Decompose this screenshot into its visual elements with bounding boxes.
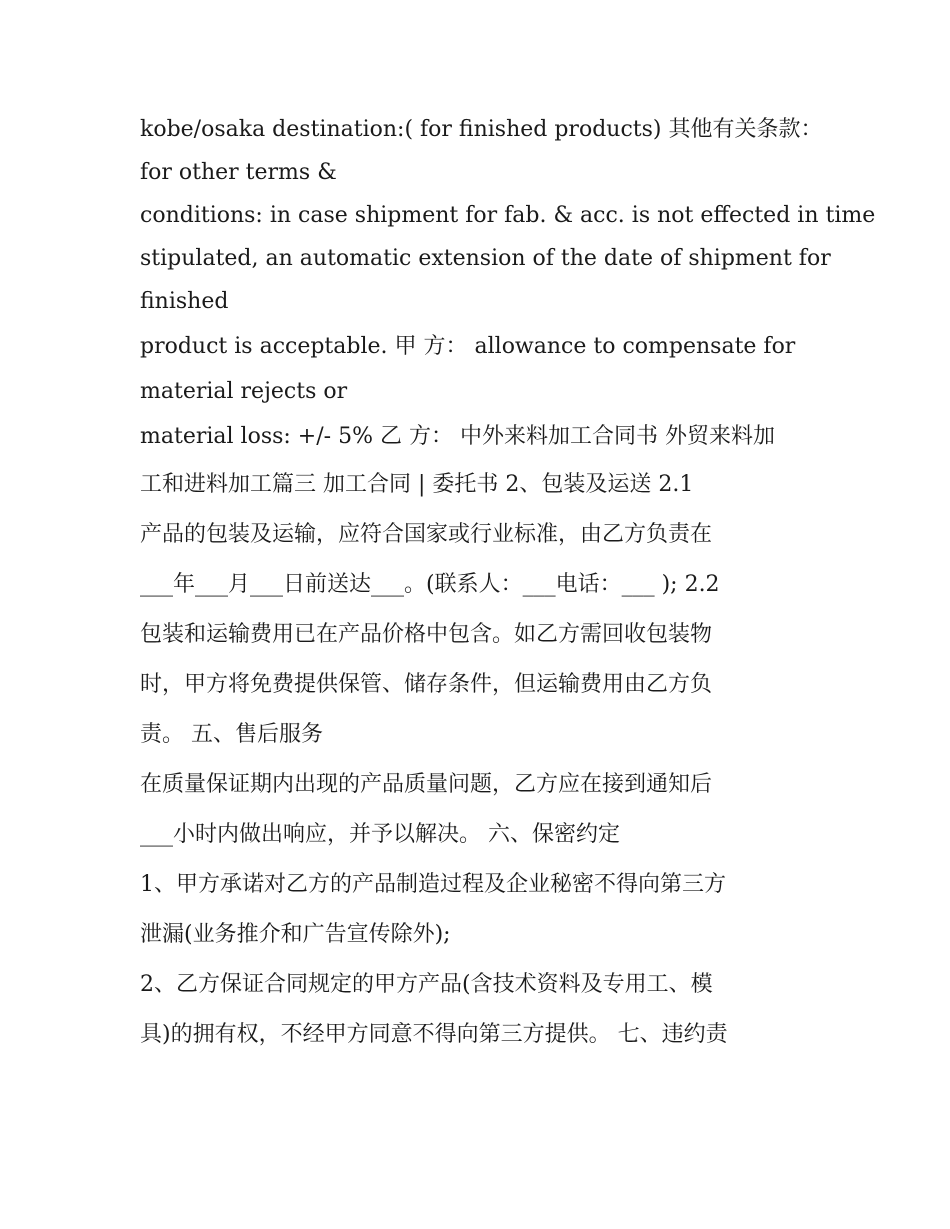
text-line: ___小时内做出响应，并予以解决。 六、保密约定 — [140, 822, 620, 847]
text-line: material loss: +/- 5% 乙 方： 中外来料加工合同书 外贸来料加 — [140, 424, 775, 449]
text-line: 责。 五、售后服务 — [140, 722, 323, 747]
text-line: conditions: in case shipment for fab. & acc. is not effected in time — [140, 203, 876, 228]
text-line: kobe/osaka destination:( for finished products) 其他有关条款： — [140, 117, 823, 142]
text-line: ___年___月___日前送达___。(联系人：___电话：___ ); 2.2 — [140, 572, 720, 597]
text-line: 工和进料加工篇三 加工合同 | 委托书 2、包装及运送 2.1 — [140, 472, 694, 497]
text-line: 具)的拥有权，不经甲方同意不得向第三方提供。 七、违约责 — [140, 1022, 728, 1047]
document-body — [140, 108, 876, 1060]
text-line: 1、甲方承诺对乙方的产品制造过程及企业秘密不得向第三方 — [140, 872, 726, 897]
text-line: 包装和运输费用已在产品价格中包含。如乙方需回收包装物 — [140, 622, 713, 647]
text-line: finished — [140, 289, 229, 314]
text-line: product is acceptable. 甲 方： allowance to compensate for — [140, 334, 796, 359]
text-line: for other terms & — [140, 160, 337, 185]
text-line: 2、乙方保证合同规定的甲方产品(含技术资料及专用工、模 — [140, 972, 713, 997]
text-line: 时，甲方将免费提供保管、储存条件，但运输费用由乙方负 — [140, 672, 713, 697]
text-line: stipulated, an automatic extension of the date of shipment for — [140, 246, 831, 271]
text-line: 产品的包装及运输，应符合国家或行业标准，由乙方负责在 — [140, 522, 713, 547]
text-line: 在质量保证期内出现的产品质量问题，乙方应在接到通知后 — [140, 772, 713, 797]
text-line: 泄漏(业务推介和广告宣传除外); — [140, 922, 451, 947]
text-line: material rejects or — [140, 379, 348, 404]
